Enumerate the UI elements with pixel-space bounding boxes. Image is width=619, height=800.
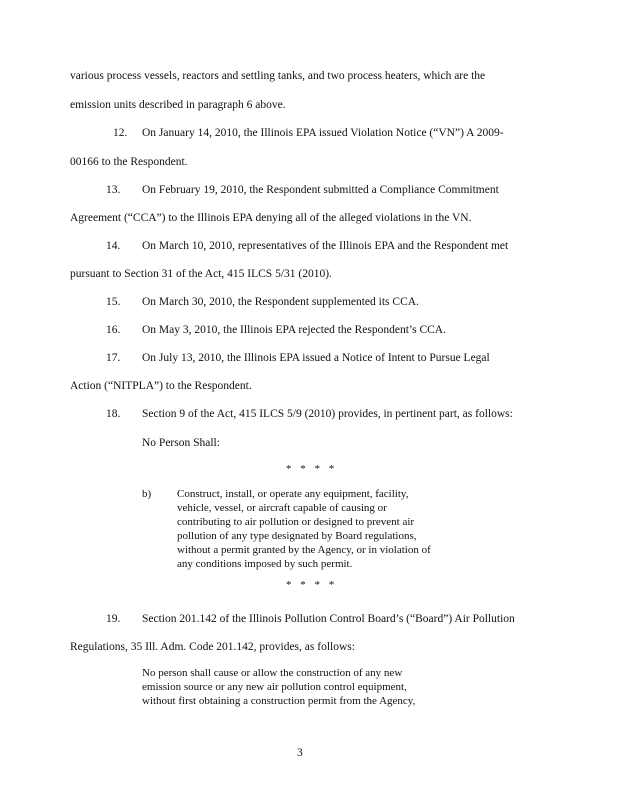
body-text-line: pursuant to Section 31 of the Act, 415 ILCS 5/31 (2010). [70,268,332,280]
paragraph-number: 12. [113,127,128,139]
body-text-line: On July 13, 2010, the Illinois EPA issued a Notice of Intent to Pursue Legal [142,352,490,364]
quote-line: without a permit granted by the Agency, or in violation of [177,544,431,556]
paragraph-number: 16. [106,324,121,336]
quote-line: any conditions imposed by such permit. [177,558,353,570]
body-text-line: Section 9 of the Act, 415 ILCS 5/9 (2010) provides, in pertinent part, as follows: [142,408,513,420]
paragraph-number: 15. [106,296,121,308]
body-text-line: No Person Shall: [142,437,220,449]
body-text-line: On January 14, 2010, the Illinois EPA issued Violation Notice (“VN”) A 2009- [142,127,504,139]
quote-line: vehicle, vessel, or aircraft capable of causing or [177,502,387,514]
quote-line: contributing to air pollution or designed to prevent air [177,516,415,528]
quote-line: emission source or any new air pollution control equipment, [142,681,407,693]
body-text-line: Section 201.142 of the Illinois Pollution Control Board’s (“Board”) Air Pollution [142,613,515,625]
body-text-line: Regulations, 35 Ill. Adm. Code 201.142, provides, as follows: [70,641,355,653]
quote-line: Construct, install, or operate any equipment, facility, [177,488,409,500]
paragraph-number: 18. [106,408,121,420]
body-text-line: On March 30, 2010, the Respondent supplemented its CCA. [142,296,419,308]
quote-item-label: b) [142,488,152,500]
paragraph-number: 13. [106,184,121,196]
ellipsis-stars: * * * * [286,463,338,475]
body-text-line: On March 10, 2010, representatives of the Illinois EPA and the Respondent met [142,240,509,252]
quote-line: without first obtaining a construction permit from the Agency, [142,695,416,707]
quote-line: No person shall cause or allow the construction of any new [142,667,403,679]
paragraph-number: 19. [106,613,121,625]
body-text-line: emission units described in paragraph 6 above. [70,99,286,111]
body-text-line: 00166 to the Respondent. [70,156,188,168]
body-text-line: various process vessels, reactors and settling tanks, and two process heaters, which are the [70,70,486,82]
paragraph-number: 14. [106,240,121,252]
body-text-line: On May 3, 2010, the Illinois EPA rejected the Respondent’s CCA. [142,324,446,336]
body-text-line: Action (“NITPLA”) to the Respondent. [70,380,252,392]
page-number: 3 [297,747,303,759]
body-text-line: On February 19, 2010, the Respondent submitted a Compliance Commitment [142,184,499,196]
paragraph-number: 17. [106,352,121,364]
ellipsis-stars: * * * * [286,579,338,591]
body-text-line: Agreement (“CCA”) to the Illinois EPA denying all of the alleged violations in the VN. [70,212,472,224]
quote-line: pollution of any type designated by Board regulations, [177,530,417,542]
